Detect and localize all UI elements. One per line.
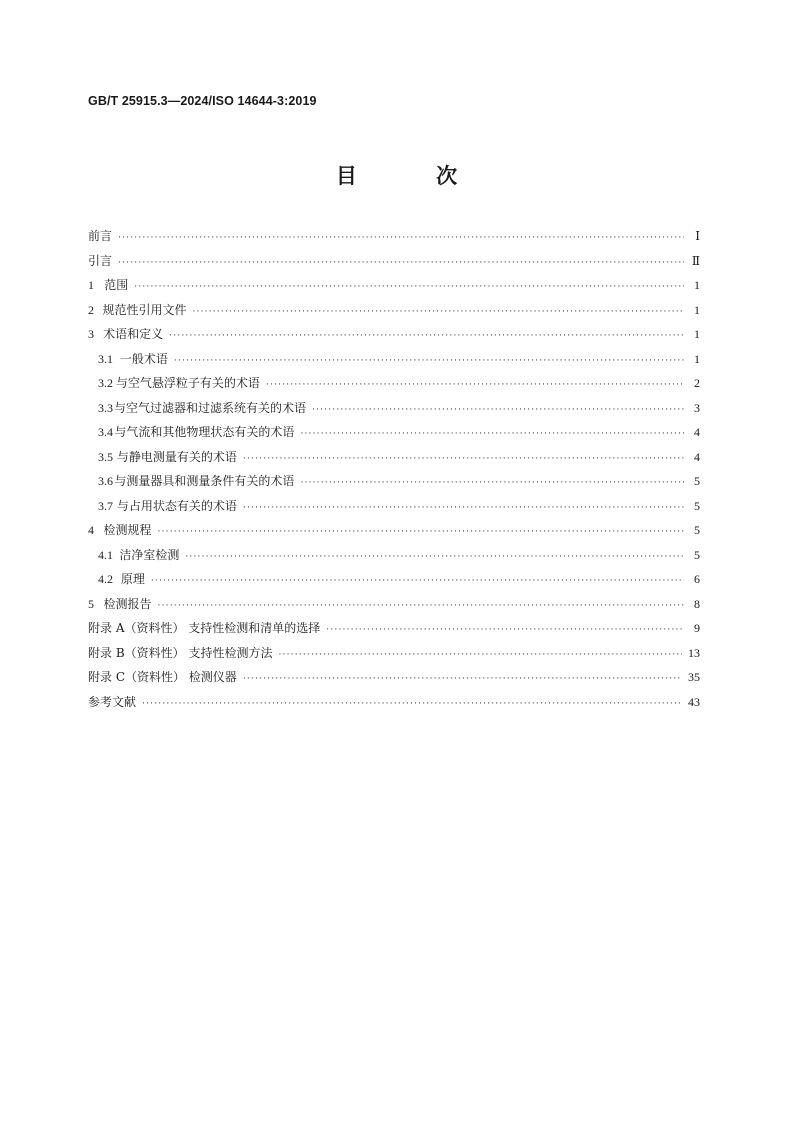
toc-entry-title: 术语和定义 <box>103 327 164 341</box>
toc-leader-dots <box>192 307 684 317</box>
toc-leader-dots <box>169 331 684 341</box>
toc-entry-title: 原理 <box>120 572 145 586</box>
toc-entry-page-number: Ⅰ <box>695 229 700 243</box>
toc-entry-number: 4.1 <box>98 547 113 562</box>
toc-entry-title: 前言 <box>88 229 113 243</box>
toc-entry-page-number: 13 <box>688 645 700 660</box>
table-of-contents <box>88 227 700 717</box>
toc-entry[interactable] <box>88 252 700 277</box>
toc-leader-dots <box>142 699 682 709</box>
toc-entry-page-number: 2 <box>694 376 700 390</box>
toc-leader-dots <box>118 258 684 268</box>
toc-entry-number: 5 <box>88 596 94 611</box>
toc-leader-dots <box>266 380 684 390</box>
toc-entry[interactable] <box>88 546 700 571</box>
toc-entry-page-number: 5 <box>694 523 700 537</box>
toc-entry-title: 附录 C（资料性） 检测仪器 <box>88 670 237 684</box>
toc-entry-page-number: 4 <box>694 425 700 439</box>
toc-entry-number: 4.2 <box>98 572 113 586</box>
toc-entry-page-number: 6 <box>694 572 700 586</box>
toc-entry-page-number: 3 <box>694 400 700 415</box>
toc-entry-number: 3.1 <box>98 351 113 366</box>
toc-entry-title: 附录 B（资料性） 支持性检测方法 <box>88 645 273 660</box>
toc-entry[interactable] <box>88 423 700 448</box>
toc-leader-dots <box>326 625 684 635</box>
toc-leader-dots <box>134 282 684 292</box>
toc-entry-title: 规范性引用文件 <box>102 302 187 317</box>
toc-leader-dots <box>300 429 684 439</box>
toc-leader-dots <box>278 650 682 660</box>
toc-entry-title: 洁净室检测 <box>119 547 180 562</box>
toc-entry-page-number: 43 <box>688 694 700 709</box>
toc-entry-page-number: 1 <box>694 278 700 292</box>
toc-leader-dots <box>243 503 684 513</box>
toc-entry-title: 引言 <box>88 253 113 268</box>
toc-entry-number: 2 <box>88 302 94 317</box>
toc-entry-title: 范围 <box>104 278 129 292</box>
toc-entry[interactable] <box>88 325 700 350</box>
toc-entry[interactable] <box>88 521 700 546</box>
toc-entry-number: 3.7 <box>98 498 113 513</box>
toc-entry-number: 3.6 <box>98 474 113 488</box>
toc-entry[interactable] <box>88 227 700 252</box>
toc-entry-page-number: 5 <box>694 474 700 488</box>
toc-entry-title: 与气流和其他物理状态有关的术语 <box>114 425 295 439</box>
toc-title: 目 次 <box>335 164 494 188</box>
toc-entry[interactable] <box>88 448 700 473</box>
document-code: GB/T 25915.3—2024/ISO 14644-3:2019 <box>88 94 317 108</box>
toc-leader-dots <box>118 233 684 243</box>
toc-entry-page-number: 1 <box>694 302 700 317</box>
toc-entry-number: 3.2 <box>98 376 113 390</box>
toc-entry-number: 3.4 <box>98 425 113 439</box>
toc-entry-number: 3.3 <box>98 400 113 415</box>
toc-entry[interactable] <box>88 668 700 693</box>
toc-entry-title: 与静电测量有关的术语 <box>116 449 237 464</box>
toc-entry[interactable] <box>88 693 700 718</box>
toc-entry[interactable] <box>88 350 700 375</box>
toc-entry[interactable] <box>88 644 700 669</box>
toc-entry-page-number: 1 <box>694 351 700 366</box>
toc-entry-title: 附录 A（资料性） 支持性检测和清单的选择 <box>88 621 321 635</box>
toc-entry-title: 与占用状态有关的术语 <box>116 498 237 513</box>
toc-entry-number: 3.5 <box>98 449 113 464</box>
toc-leader-dots <box>243 674 682 684</box>
toc-entry-page-number: 5 <box>694 547 700 562</box>
toc-entry[interactable] <box>88 276 700 301</box>
toc-entry-page-number: 4 <box>694 449 700 464</box>
toc-entry[interactable] <box>88 619 700 644</box>
toc-entry-number: 3 <box>88 327 94 341</box>
toc-leader-dots <box>300 478 684 488</box>
toc-entry[interactable] <box>88 570 700 595</box>
toc-entry-title: 检测规程 <box>103 523 152 537</box>
toc-entry-title: 与空气过滤器和过滤系统有关的术语 <box>113 400 306 415</box>
toc-entry-page-number: 5 <box>694 498 700 513</box>
toc-entry[interactable] <box>88 399 700 424</box>
toc-leader-dots <box>151 576 684 586</box>
toc-entry-number: 4 <box>88 523 94 537</box>
toc-entry-page-number: 1 <box>694 327 700 341</box>
toc-leader-dots <box>243 454 684 464</box>
toc-entry-title: 与测量器具和测量条件有关的术语 <box>114 474 295 488</box>
toc-entry[interactable] <box>88 301 700 326</box>
toc-entry[interactable] <box>88 374 700 399</box>
toc-entry-number: 1 <box>88 278 94 292</box>
toc-entry-title: 参考文献 <box>88 694 137 709</box>
toc-leader-dots <box>158 601 684 611</box>
toc-entry-page-number: 9 <box>694 621 700 635</box>
toc-entry-title: 检测报告 <box>103 596 152 611</box>
toc-leader-dots <box>185 552 684 562</box>
toc-entry-page-number: 8 <box>694 596 700 611</box>
toc-entry-page-number: 35 <box>688 670 700 684</box>
toc-entry-title: 与空气悬浮粒子有关的术语 <box>115 376 260 390</box>
toc-leader-dots <box>158 527 684 537</box>
toc-entry[interactable] <box>88 595 700 620</box>
toc-entry[interactable] <box>88 497 700 522</box>
toc-leader-dots <box>312 405 684 415</box>
toc-entry-page-number: Ⅱ <box>691 253 700 268</box>
toc-entry-title: 一般术语 <box>119 351 168 366</box>
toc-entry[interactable] <box>88 472 700 497</box>
toc-leader-dots <box>174 356 684 366</box>
